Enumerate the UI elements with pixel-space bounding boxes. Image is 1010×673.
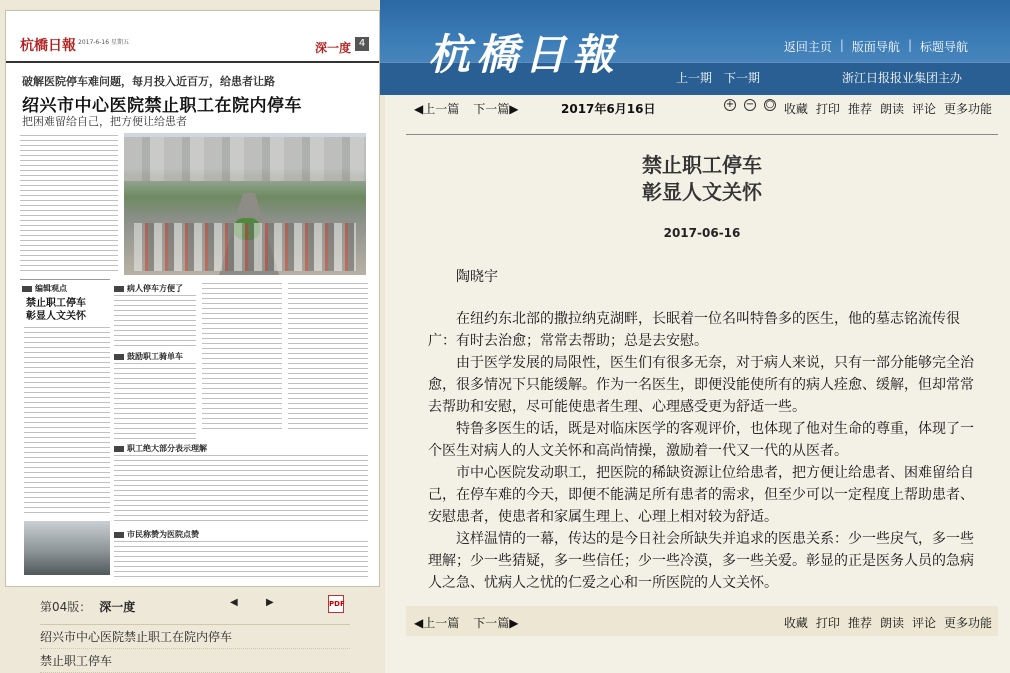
article-toolbar-top xyxy=(406,92,998,122)
newspaper-page-thumbnail[interactable] xyxy=(5,10,380,587)
newspaper-kicker[interactable]: 破解医院停车难问题，每月投入近百万，给患者让路 xyxy=(22,75,275,88)
recommend-button[interactable]: 推荐 xyxy=(847,102,872,116)
pdf-download-icon[interactable]: PDF xyxy=(328,595,344,613)
newspaper-masthead: 杭橋日報 xyxy=(20,38,76,54)
comment-button[interactable]: 评论 xyxy=(911,102,936,116)
previous-issue-link[interactable]: 上一期 xyxy=(676,71,713,85)
issue-date: 2017年6月16日 xyxy=(561,102,656,116)
left-panel xyxy=(0,0,385,673)
article-date: 2017-06-16 xyxy=(663,226,741,240)
article-list xyxy=(40,624,350,673)
article-paragraph: 特鲁多医生的话，既是对临床医学的客观评价，也体现了他对生命的尊重，体现了一个医生对病人的人文关怀和高尚情操，激励着一代又一代的从医者。 xyxy=(428,421,974,459)
editorial-text xyxy=(24,327,110,517)
editorial-box-label: 编辑观点 xyxy=(22,283,67,294)
article-paragraph: 由于医学发展的局限性，医生们有很多无奈，对于病人来说，只有一部分能够完全治愈，很多情况下只能缓解。作为一名医生，即便没能使所有的病人痊愈、缓解，但却常常去帮助和安慰，尽可能使患者生理、心理感受更为舒适一些。 xyxy=(428,355,974,415)
article-title xyxy=(406,152,998,206)
newspaper-date-line: 2017-6-16 星期五 xyxy=(78,39,129,46)
newspaper-text-column xyxy=(114,541,368,581)
article-author: 陶晓宇 xyxy=(456,269,498,285)
comment-button[interactable]: 评论 xyxy=(911,616,936,630)
article-list-item[interactable]: 禁止职工停车 xyxy=(40,649,350,673)
newspaper-subhead: 市民称赞为医院点赞 xyxy=(114,529,199,540)
newspaper-page-number: 4 xyxy=(355,37,369,51)
newspaper-text-column xyxy=(20,135,118,275)
toolbar-divider xyxy=(406,134,998,135)
home-link[interactable]: 返回主页 xyxy=(783,40,832,54)
article-paragraph: 市中心医院发动职工，把医院的稀缺资源让位给患者，把方便让给患者、困难留给自己，在停车难的今天，即便不能满足所有患者的需求，但至少可以一定程度上帮助患者、安慰患者，使患者和家属生理上、心理上相对较为舒适。 xyxy=(428,465,974,525)
more-functions-button[interactable]: 更多功能 xyxy=(943,616,992,630)
next-page-arrow-icon[interactable]: ▶ xyxy=(266,597,274,608)
newspaper-subheadline[interactable]: 把困难留给自己，把方便让给患者 xyxy=(22,115,187,128)
zoom-out-icon[interactable]: − xyxy=(745,99,755,110)
newspaper-headline[interactable]: 绍兴市中心医院禁止职工在院内停车 xyxy=(22,96,302,116)
prev-page-arrow-icon[interactable]: ◀ xyxy=(230,597,238,608)
article-paragraph: 这样温情的一幕，传达的是今日社会所缺失并追求的医患关系：少一些戾气，多一些理解；少一些猜疑，多一些信任；少一些冷漠，多一些关爱。彰显的正是医务人员的急病人之急、忧病人之忧的仁爱之心和一所医院的人文关怀。 xyxy=(428,531,974,591)
newspaper-text-column xyxy=(114,363,196,439)
more-functions-button[interactable]: 更多功能 xyxy=(943,102,992,116)
publisher-text: 浙江日报报业集团主办 xyxy=(841,71,962,85)
title-navigation-link[interactable]: 标题导航 xyxy=(919,40,968,54)
favorite-button[interactable]: 收藏 xyxy=(783,616,808,630)
print-button[interactable]: 打印 xyxy=(815,102,840,116)
newspaper-page-header xyxy=(6,11,379,63)
newspaper-text-column xyxy=(114,455,368,525)
article-list-item[interactable]: 绍兴市中心医院禁止职工在院内停车 xyxy=(40,625,350,649)
article-paragraph: 在纽约东北部的撒拉纳克湖畔，长眠着一位名叫特鲁多的医生，他的墓志铭流传很广：有时去治愈；常常去帮助；总是去安慰。 xyxy=(428,311,960,349)
newspaper-subhead: 病人停车方便了 xyxy=(114,283,183,294)
article-title-line: 彰显人文关怀 xyxy=(642,180,762,204)
newspaper-subhead: 鼓励职工骑单车 xyxy=(114,351,183,362)
next-article-link[interactable]: 下一篇▶ xyxy=(473,102,519,116)
newspaper-subhead: 职工绝大部分表示理解 xyxy=(114,443,207,454)
page-selector-bar xyxy=(40,597,350,615)
favorite-button[interactable]: 收藏 xyxy=(783,102,808,116)
article-body xyxy=(428,308,976,594)
next-article-link[interactable]: 下一篇▶ xyxy=(473,616,519,630)
newspaper-photo-parking-lot xyxy=(124,133,366,275)
top-nav-links: 返回主页 | 版面导航 | 标题导航 xyxy=(783,38,968,54)
zoom-reset-icon[interactable]: ○ xyxy=(765,99,775,110)
newspaper-text-column xyxy=(114,295,196,349)
next-issue-link[interactable]: 下一期 xyxy=(724,71,761,85)
newspaper-photo-cars xyxy=(24,521,110,575)
newspaper-section-name: 深一度 xyxy=(314,41,351,55)
recommend-button[interactable]: 推荐 xyxy=(847,616,872,630)
page-name: 深一度 xyxy=(99,599,136,614)
page-label: 第04版： 深一度 xyxy=(40,599,136,614)
site-logo[interactable]: 杭橋日報 xyxy=(428,30,621,79)
zoom-in-icon[interactable]: + xyxy=(725,99,735,110)
previous-article-link[interactable]: ◀上一篇 xyxy=(414,102,460,116)
previous-article-link[interactable]: ◀上一篇 xyxy=(414,616,460,630)
newspaper-text-column xyxy=(202,283,282,433)
read-aloud-button[interactable]: 朗读 xyxy=(879,102,904,116)
print-button[interactable]: 打印 xyxy=(815,616,840,630)
page-navigation-link[interactable]: 版面导航 xyxy=(851,40,900,54)
article-title-line: 禁止职工停车 xyxy=(642,153,762,177)
editorial-box-title[interactable]: 禁止职工停车 彰显人文关怀 xyxy=(26,298,86,322)
article-toolbar-bottom xyxy=(406,606,998,636)
read-aloud-button[interactable]: 朗读 xyxy=(879,616,904,630)
issue-navigation xyxy=(676,69,760,86)
newspaper-text-column xyxy=(288,283,368,433)
